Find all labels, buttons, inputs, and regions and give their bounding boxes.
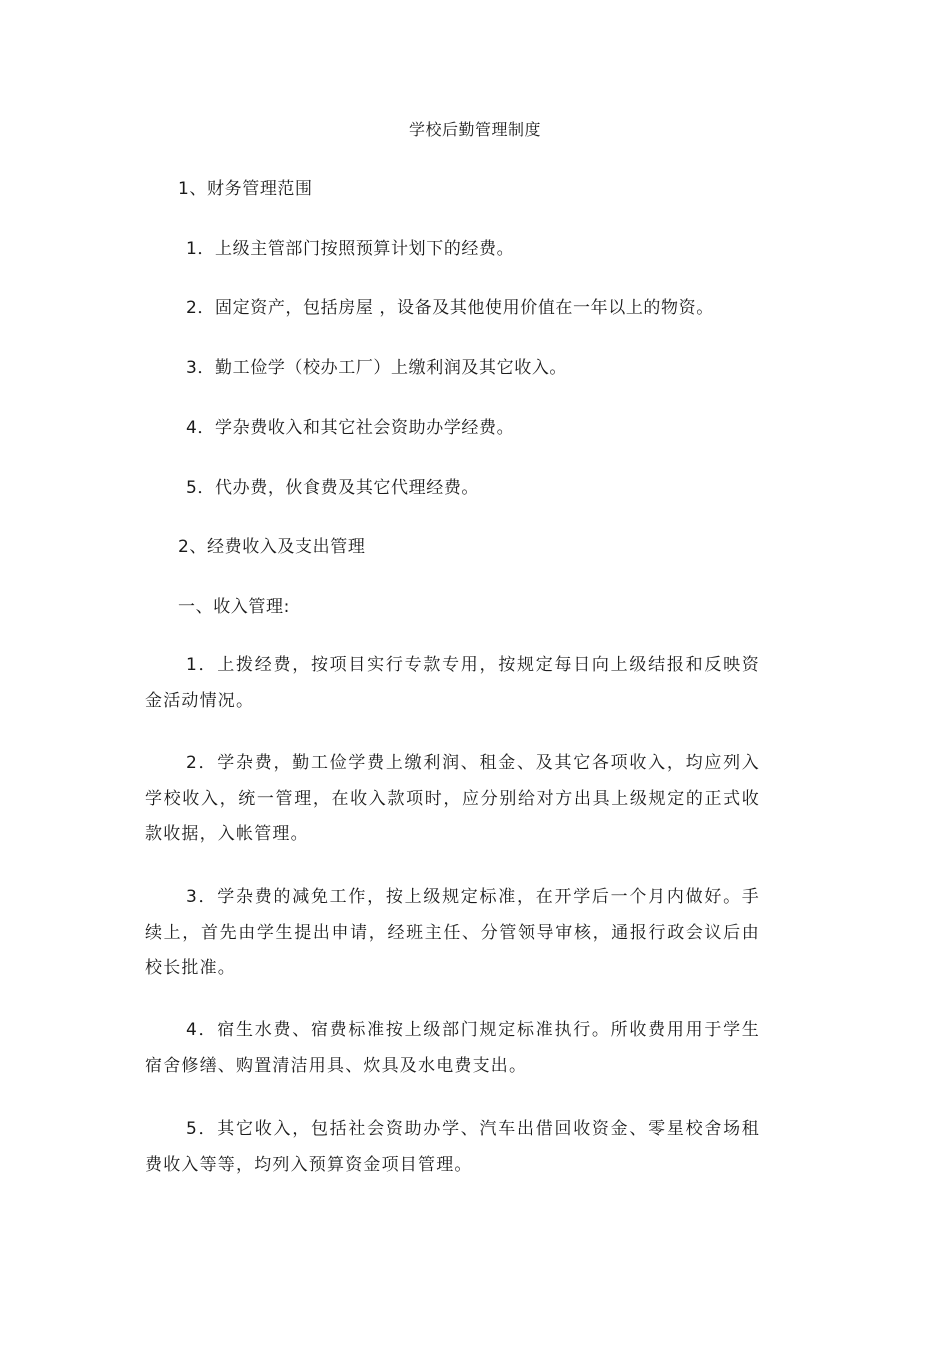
document-title: 学校后勤管理制度 xyxy=(408,120,541,139)
scope-item-1: 1．上级主管部门按照预算计划下的经费。 xyxy=(186,239,515,259)
section-heading-financial-scope: 1、财务管理范围 xyxy=(178,179,313,199)
income-item-2: 2．学杂费，勤工俭学费上缴利润、租金、及其它各项收入，均应列入学校收入，统一管理，在收入款项时，应分别给对方出具上级规定的正式收款收据，入帐管理。 xyxy=(145,753,760,844)
scope-item-5: 5．代办费，伙食费及其它代理经费。 xyxy=(186,478,480,498)
section-heading-income-expenditure: 2、经费收入及支出管理 xyxy=(178,537,366,557)
income-item-4: 4．宿生水费、宿费标准按上级部门规定标准执行。所收费用用于学生宿舍修缮、购置清洁用具、炊具及水电费支出。 xyxy=(145,1020,760,1076)
income-item-5: 5．其它收入，包括社会资助办学、汽车出借回收资金、零星校舍场租费收入等等，均列入预算资金项目管理。 xyxy=(145,1119,760,1175)
scope-item-2: 2．固定资产，包括房屋 ，设备及其他使用价值在一年以上的物资。 xyxy=(186,298,714,318)
scope-item-4: 4．学杂费收入和其它社会资助办学经费。 xyxy=(186,418,515,438)
income-item-1: 1．上拨经费，按项目实行专款专用，按规定每日向上级结报和反映资金活动情况。 xyxy=(145,655,760,711)
subsection-heading-income: 一、收入管理: xyxy=(178,597,290,617)
income-item-3: 3．学杂费的减免工作，按上级规定标准，在开学后一个月内做好。手续上，首先由学生提出申请，经班主任、分管领导审核，通报行政会议后由校长批准。 xyxy=(145,887,760,978)
scope-item-3: 3．勤工俭学（校办工厂）上缴利润及其它收入。 xyxy=(186,358,568,378)
